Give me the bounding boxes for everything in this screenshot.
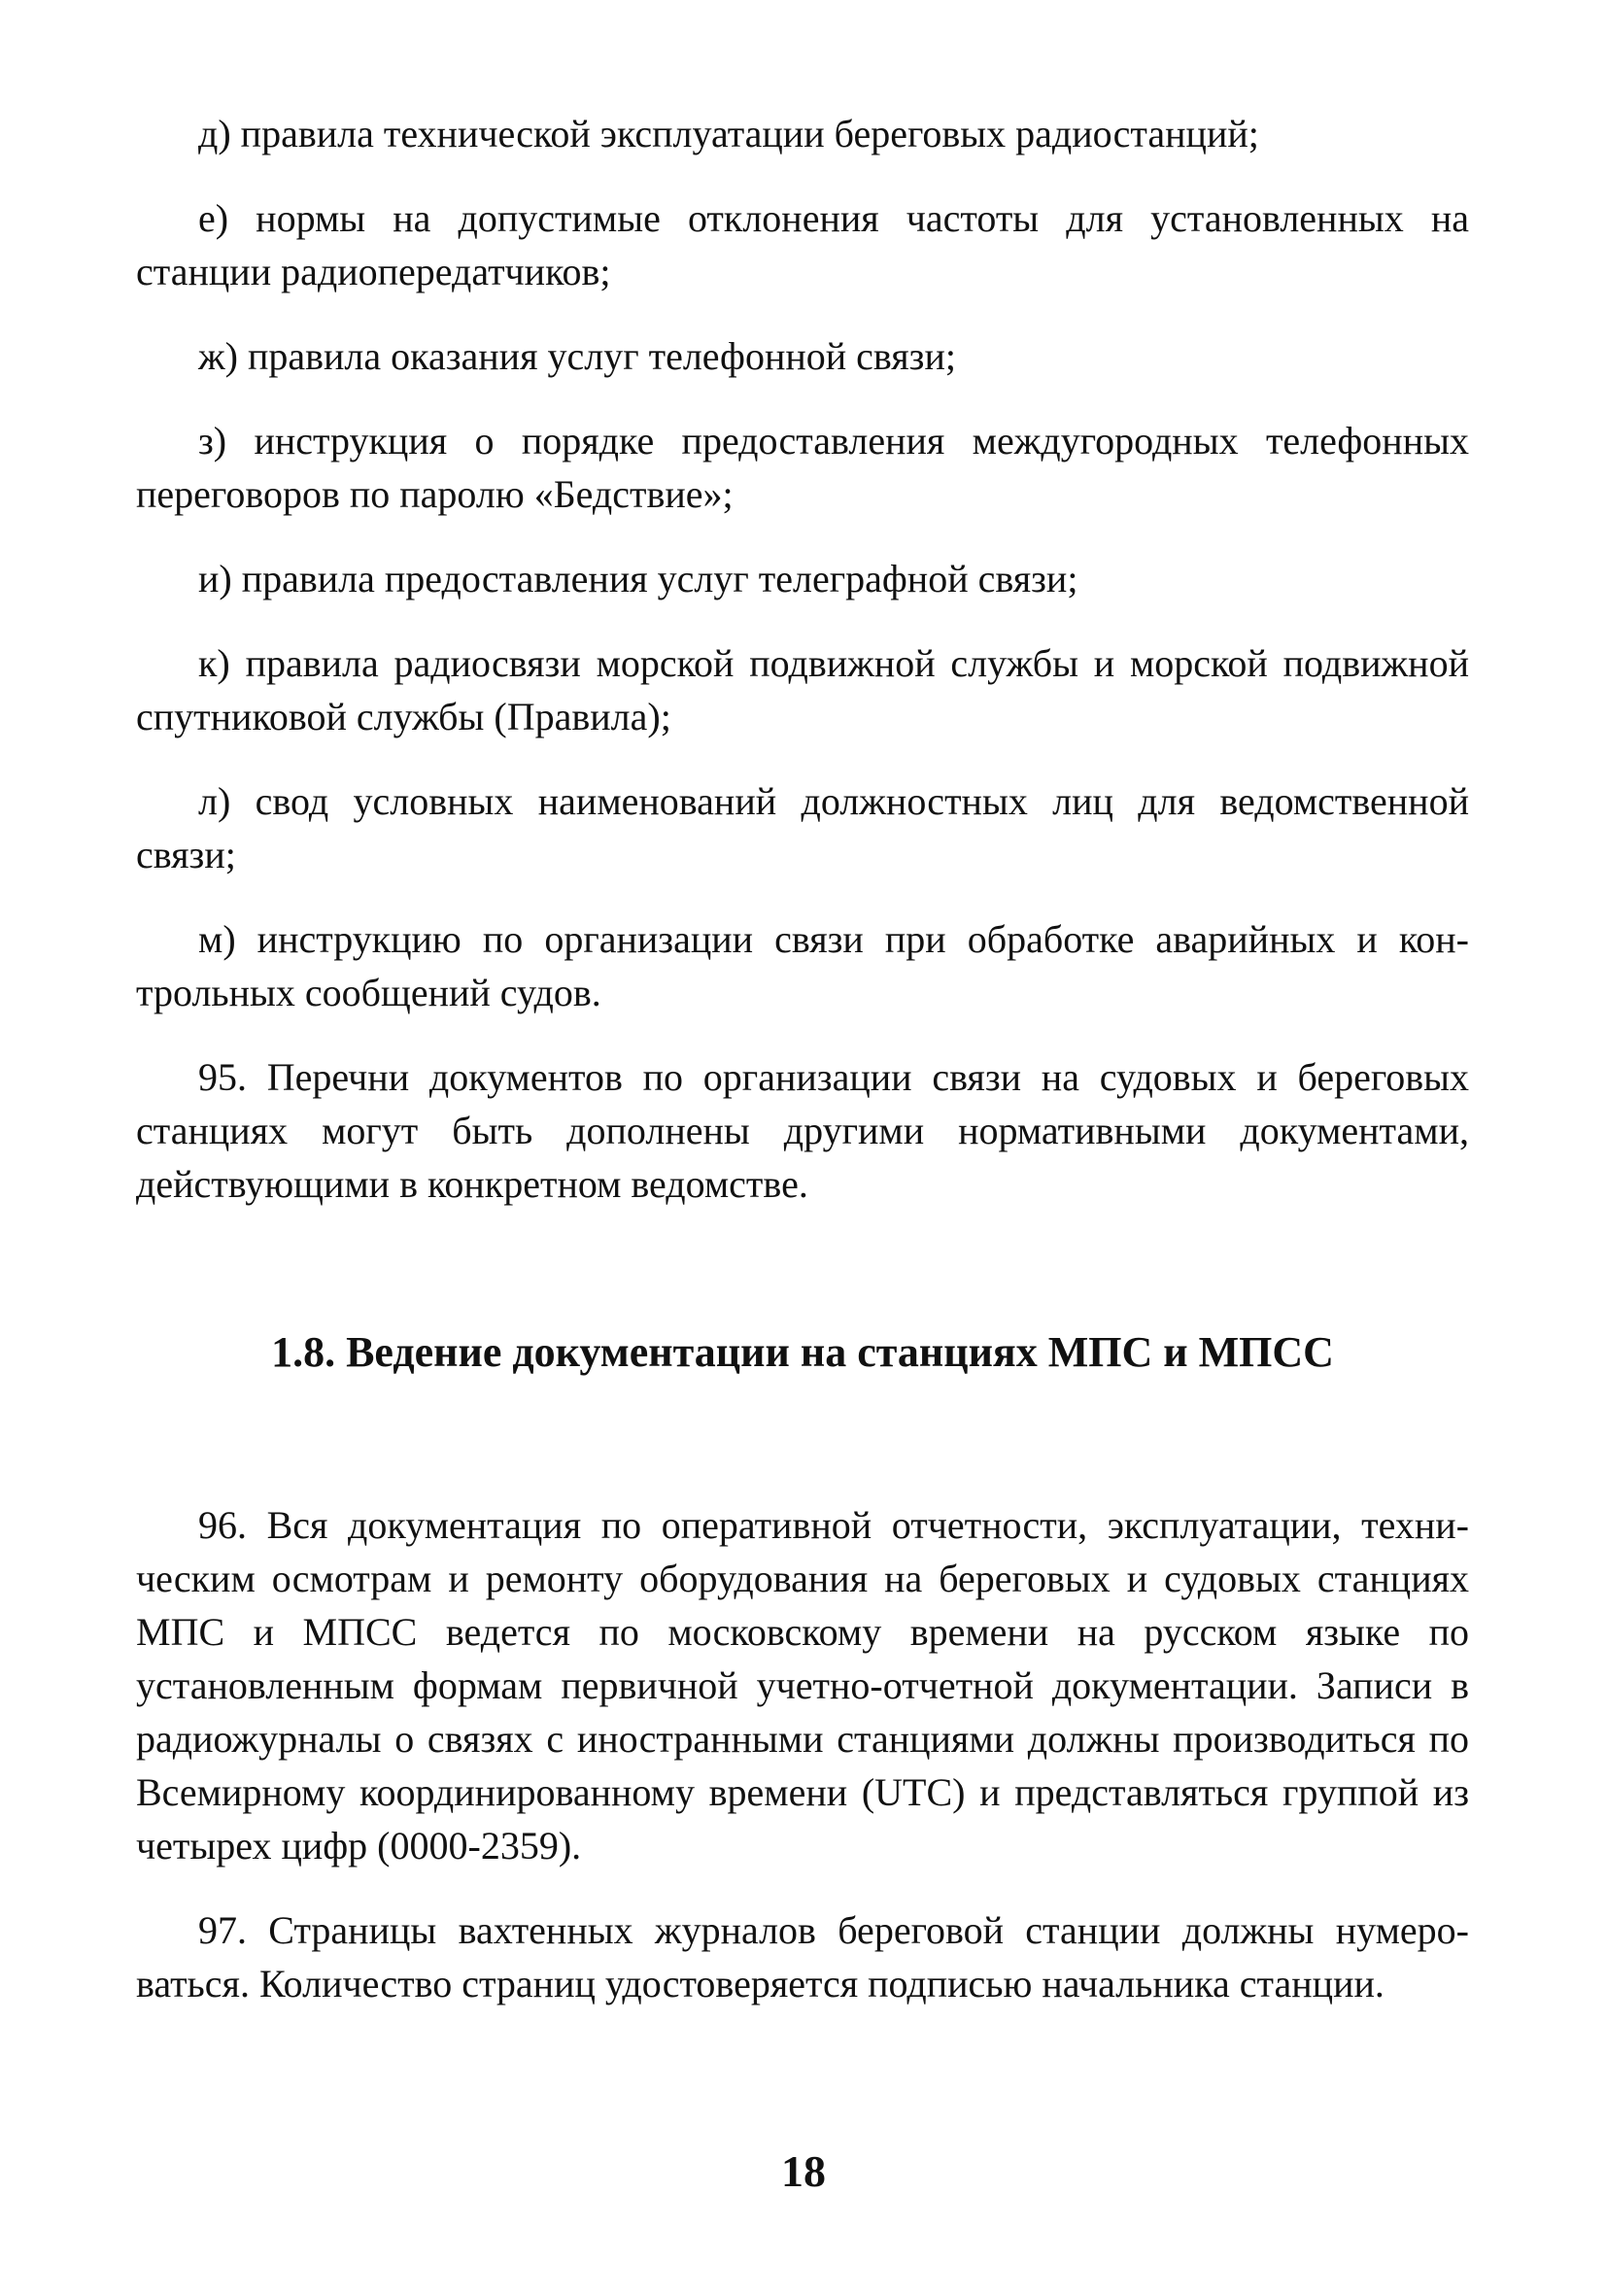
page-number: 18: [781, 2146, 826, 2196]
list-item-d: д) правила технической эксплуатации береговых радиостанций;: [198, 112, 1259, 155]
list-item-z: з) инструкция о порядке предоставления междугородных телефонных переговоров по паролю «Бедствие»;: [136, 419, 1469, 516]
list-item-zh: ж) правила оказания услуг телефонной связи;: [198, 334, 956, 378]
list-item-l: л) свод условных наименований должностных лиц для ведомственной связи;: [136, 779, 1469, 876]
paragraph-95: 95. Перечни документов по организации связи на судовых и береговых станциях могут быть дополнены другими нормативными документами, действующими в конкретном ведомстве.: [136, 1055, 1469, 1206]
paragraph-97: 97. Страницы вахтенных журналов береговой станции должны нумероваться. Количество страниц удостоверяется подписью начальника станции.: [136, 1908, 1469, 2005]
list-item-m: м) инструкцию по организации связи при обработке аварийных и контрольных сообщений судов.: [136, 917, 1469, 1014]
list-item-e: е) нормы на допустимые отклонения частоты для установленных на станции радиопередатчиков;: [136, 196, 1469, 293]
section-heading: 1.8. Ведение документации на станциях МПС и МПСС: [271, 1328, 1334, 1376]
list-item-k: к) правила радиосвязи морской подвижной службы и морской подвижной спутниковой службы (Правила);: [136, 641, 1469, 738]
document-page: [136, 107, 1469, 2041]
paragraph-96: 96. Вся документация по оперативной отчетности, эксплуатации, техническим осмотрам и ремонту оборудования на береговых и судовых станциях МПС и МПСС ведется по московскому времени на русском языке по установленным формам первичной учетно-отчетной документации. Записи в радиожурналы о связях с иностранными станциями должны производиться по Всемирному координированному времени (UTC) и представляться группой из четырех цифр (0000-2359).: [136, 1503, 1469, 1868]
list-item-i: и) правила предоставления услуг телеграфной связи;: [198, 557, 1078, 600]
